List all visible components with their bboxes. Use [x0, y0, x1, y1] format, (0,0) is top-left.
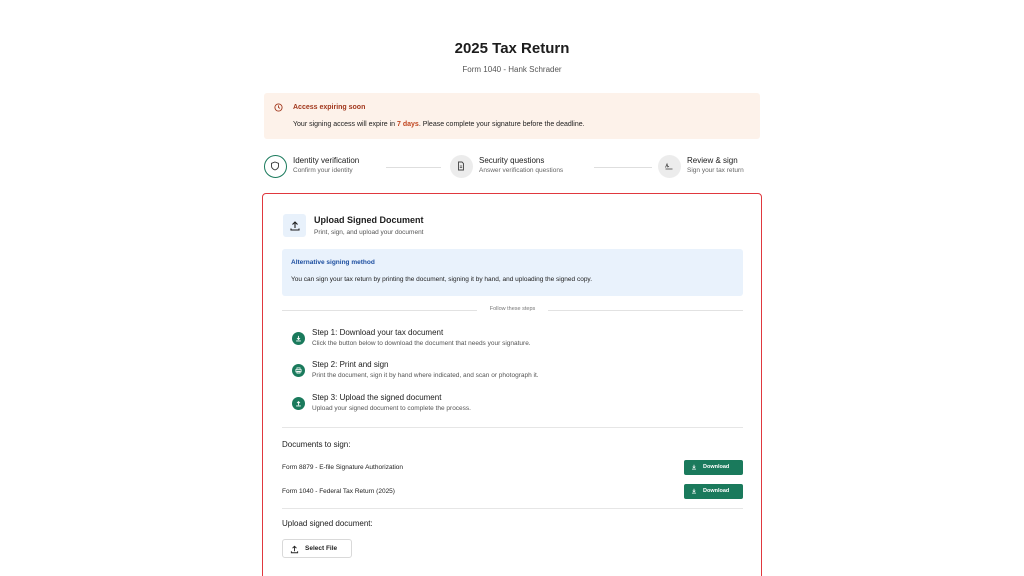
step-circle	[658, 155, 681, 178]
section-divider	[282, 508, 743, 509]
documents-title: Documents to sign:	[282, 440, 351, 449]
instruction-step-1	[292, 328, 722, 348]
upload-icon	[289, 220, 301, 232]
instruction-step-title: Step 1: Download your tax document	[312, 328, 444, 337]
instruction-step-3	[292, 393, 722, 413]
download-button-label: Download	[703, 488, 730, 494]
alert-message-end: . Please complete your signature before the deadline.	[418, 121, 585, 128]
step-icon-circle	[292, 332, 305, 345]
alert-days-highlight: 7 days	[397, 121, 419, 128]
upload-card	[262, 193, 762, 576]
step-circle	[450, 155, 473, 178]
upload-title: Upload Signed Document	[314, 215, 424, 225]
divider-line	[548, 310, 743, 311]
stepper-step-security[interactable]	[450, 155, 610, 181]
info-title: Alternative signing method	[291, 259, 375, 266]
upload-subtitle: Print, sign, and upload your document	[314, 229, 424, 236]
shield-icon	[270, 161, 280, 171]
step-label: Review & sign	[687, 156, 738, 165]
instruction-step-desc: Click the button below to download the document that needs your signature.	[312, 340, 531, 347]
step-sublabel: Sign your tax return	[687, 167, 744, 174]
select-file-button[interactable]	[282, 539, 352, 558]
download-icon	[295, 335, 302, 342]
stepper-connector	[386, 167, 441, 168]
document-row	[282, 484, 743, 500]
page-subtitle: Form 1040 - Hank Schrader	[462, 65, 562, 74]
step-label: Security questions	[479, 156, 545, 165]
alternative-method-info	[282, 249, 743, 296]
expiry-alert	[264, 93, 760, 139]
step-circle	[264, 155, 287, 178]
info-text: You can sign your tax return by printing the document, signing it by hand, and uploading the signed copy.	[291, 276, 593, 283]
instruction-step-desc: Upload your signed document to complete the process.	[312, 405, 471, 412]
page-title: 2025 Tax Return	[454, 40, 570, 57]
progress-stepper	[264, 155, 760, 181]
instruction-step-2	[292, 360, 722, 380]
instruction-step-desc: Print the document, sign it by hand where indicated, and scan or photograph it.	[312, 372, 539, 379]
document-name: Form 8879 - E-file Signature Authorization	[282, 464, 404, 471]
select-file-label: Select File	[305, 545, 338, 552]
document-icon	[456, 161, 466, 171]
upload-icon	[290, 545, 299, 554]
document-name: Form 1040 - Federal Tax Return (2025)	[282, 488, 395, 495]
instruction-step-title: Step 3: Upload the signed document	[312, 393, 442, 402]
step-sublabel: Answer verification questions	[479, 167, 564, 174]
step-sublabel: Confirm your identity	[293, 167, 353, 174]
printer-icon	[295, 367, 302, 374]
alert-message	[293, 121, 585, 128]
signature-icon	[664, 161, 674, 171]
stepper-connector	[594, 167, 652, 168]
upload-icon	[295, 400, 302, 407]
alert-message-start: Your signing access will expire in	[293, 121, 398, 128]
download-icon	[691, 488, 697, 494]
document-row	[282, 460, 743, 476]
divider-label: Follow these steps	[489, 306, 536, 312]
section-divider	[282, 427, 743, 428]
clock-icon	[274, 103, 283, 112]
upload-signed-title: Upload signed document:	[282, 519, 373, 528]
instruction-step-title: Step 2: Print and sign	[312, 360, 389, 369]
upload-header-icon-box	[283, 214, 306, 237]
stepper-step-identity[interactable]	[264, 155, 424, 181]
step-label: Identity verification	[293, 156, 360, 165]
download-icon	[691, 464, 697, 470]
stepper-step-review[interactable]	[658, 155, 760, 181]
steps-divider	[282, 305, 743, 315]
download-button[interactable]	[684, 460, 743, 475]
download-button[interactable]	[684, 484, 743, 499]
download-button-label: Download	[703, 464, 730, 470]
step-icon-circle	[292, 364, 305, 377]
step-icon-circle	[292, 397, 305, 410]
alert-title: Access expiring soon	[293, 104, 366, 111]
